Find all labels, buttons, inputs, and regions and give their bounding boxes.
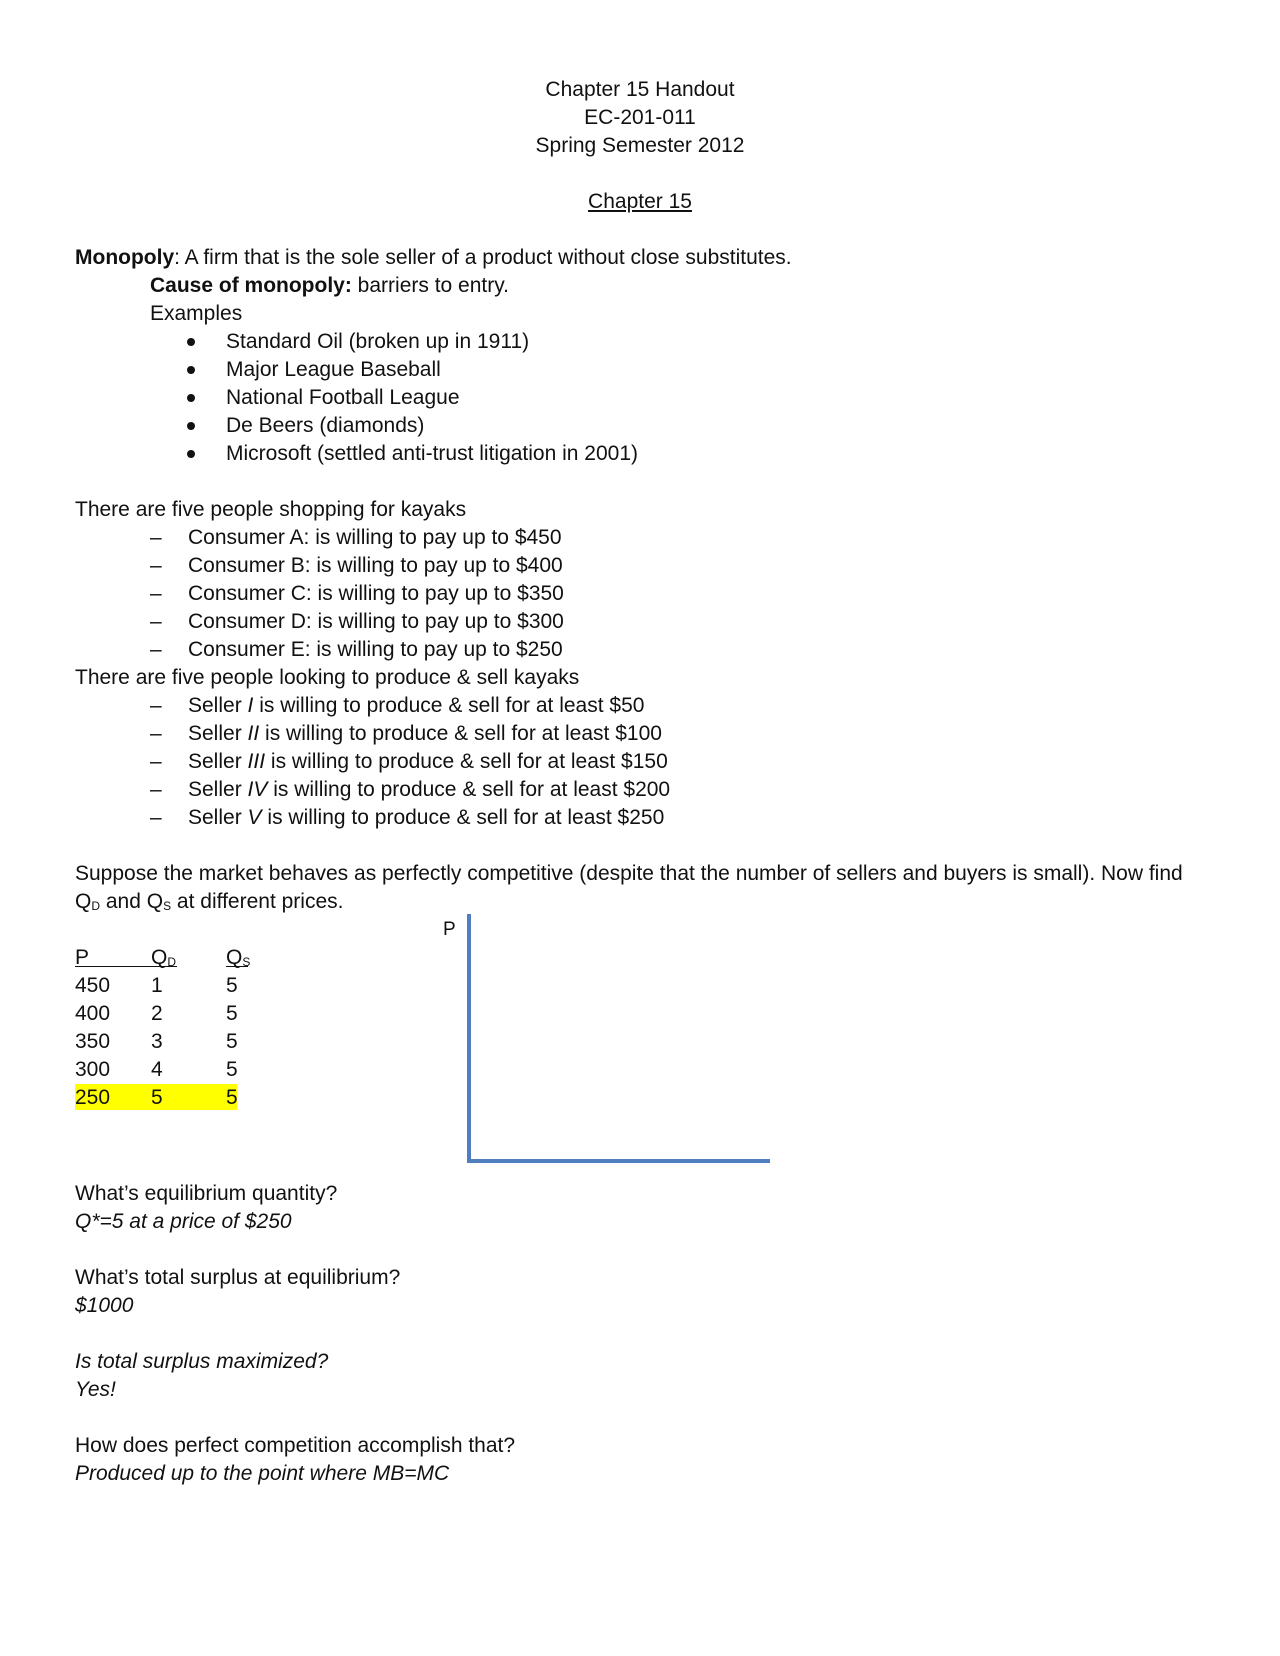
example-item: Major League Baseball	[226, 358, 441, 381]
dash-icon: –	[150, 778, 162, 801]
monopoly-definition-text: : A firm that is the sole seller of a product without close substitutes.	[174, 246, 792, 269]
cell-price: 350	[75, 1030, 111, 1053]
dash-icon: –	[150, 582, 162, 605]
market-end-text: at different prices.	[171, 890, 344, 913]
and-text: and	[100, 890, 147, 913]
seller-word: Seller	[188, 694, 242, 717]
subscript-s: S	[163, 899, 172, 913]
question-surplus-maximized: Is total surplus maximized?	[75, 1350, 329, 1373]
seller-text: is willing to produce & sell for at least $100	[259, 722, 662, 745]
cell-qd: 5	[151, 1086, 163, 1109]
cell-qd: 1	[151, 974, 163, 997]
cell-qs: 5	[226, 1086, 238, 1109]
header-q: Q	[226, 946, 243, 969]
dash-icon: –	[150, 554, 162, 577]
example-item: De Beers (diamonds)	[226, 414, 425, 437]
header-sub-s: S	[242, 955, 251, 969]
cause-text: barriers to entry.	[351, 274, 510, 297]
subscript-d: D	[91, 899, 101, 913]
cell-qd: 3	[151, 1030, 163, 1053]
seller-numeral: IV	[247, 778, 268, 801]
seller-text: is willing to produce & sell for at least $250	[261, 806, 665, 829]
header-q: Q	[151, 946, 168, 969]
market-paragraph-line1: Suppose the market behaves as perfectly competitive (despite that the number of sellers and buyers is small). Now find	[75, 862, 1183, 885]
sellers-intro: There are five people looking to produce & sell kayaks	[75, 666, 580, 689]
cell-qs: 5	[226, 1058, 238, 1081]
example-item: Standard Oil (broken up in 1911)	[226, 330, 530, 353]
consumers-intro: There are five people shopping for kayaks	[75, 498, 467, 521]
seller-numeral: III	[247, 750, 266, 773]
q-symbol: Q	[75, 890, 92, 913]
header-p: P	[75, 946, 90, 969]
question-total-surplus: What’s total surplus at equilibrium?	[75, 1266, 401, 1289]
question-perfect-competition: How does perfect competition accomplish that?	[75, 1434, 516, 1457]
seller-word: Seller	[188, 750, 242, 773]
dash-icon: –	[150, 526, 162, 549]
seller-text: is willing to produce & sell for at least $200	[267, 778, 671, 801]
seller-numeral: V	[247, 806, 262, 829]
cell-qs: 5	[226, 1030, 238, 1053]
answer-perfect-competition: Produced up to the point where MB=MC	[75, 1462, 450, 1485]
seller-numeral: II	[247, 722, 260, 745]
cell-qs: 5	[226, 1002, 238, 1025]
header-sub-d: D	[167, 955, 177, 969]
consumer-item: Consumer C: is willing to pay up to $350	[188, 582, 564, 605]
cell-price: 250	[75, 1086, 111, 1109]
dash-icon: –	[150, 638, 162, 661]
consumer-item: Consumer D: is willing to pay up to $300	[188, 610, 564, 633]
dash-icon: –	[150, 722, 162, 745]
cell-qd: 2	[151, 1002, 163, 1025]
cell-price: 450	[75, 974, 111, 997]
seller-text: is willing to produce & sell for at least $150	[265, 750, 668, 773]
dash-icon: –	[150, 806, 162, 829]
chapter-heading-text: Chapter 15	[588, 190, 692, 213]
q-symbol: Q	[146, 890, 164, 913]
cause-label: Cause of monopoly:	[150, 274, 352, 297]
monopoly-term: Monopoly	[75, 246, 175, 269]
example-item: National Football League	[226, 386, 460, 409]
semester: Spring Semester 2012	[535, 134, 745, 157]
seller-numeral: I	[247, 694, 254, 717]
answer-total-surplus: $1000	[75, 1294, 134, 1317]
cell-price: 300	[75, 1058, 111, 1081]
question-equilibrium-quantity: What’s equilibrium quantity?	[75, 1182, 338, 1205]
cell-price: 400	[75, 1002, 111, 1025]
examples-label: Examples	[150, 302, 243, 325]
graph-axis-label-p: P	[443, 919, 456, 940]
cell-qs: 5	[226, 974, 238, 997]
seller-text: is willing to produce & sell for at least $50	[253, 694, 645, 717]
seller-word: Seller	[188, 722, 242, 745]
cell-qd: 4	[151, 1058, 163, 1081]
consumer-item: Consumer E: is willing to pay up to $250	[188, 638, 563, 661]
dash-icon: –	[150, 610, 162, 633]
course-code: EC-201-011	[584, 106, 696, 129]
consumer-item: Consumer B: is willing to pay up to $400	[188, 554, 563, 577]
example-item: Microsoft (settled anti-trust litigation in 2001)	[226, 442, 639, 465]
seller-word: Seller	[188, 806, 242, 829]
consumer-item: Consumer A: is willing to pay up to $450	[188, 526, 562, 549]
answer-surplus-maximized: Yes!	[75, 1378, 116, 1401]
dash-icon: –	[150, 750, 162, 773]
handout-title: Chapter 15 Handout	[545, 78, 735, 101]
dash-icon: –	[150, 694, 162, 717]
seller-word: Seller	[188, 778, 242, 801]
answer-equilibrium-quantity: Q*=5 at a price of $250	[75, 1210, 292, 1233]
